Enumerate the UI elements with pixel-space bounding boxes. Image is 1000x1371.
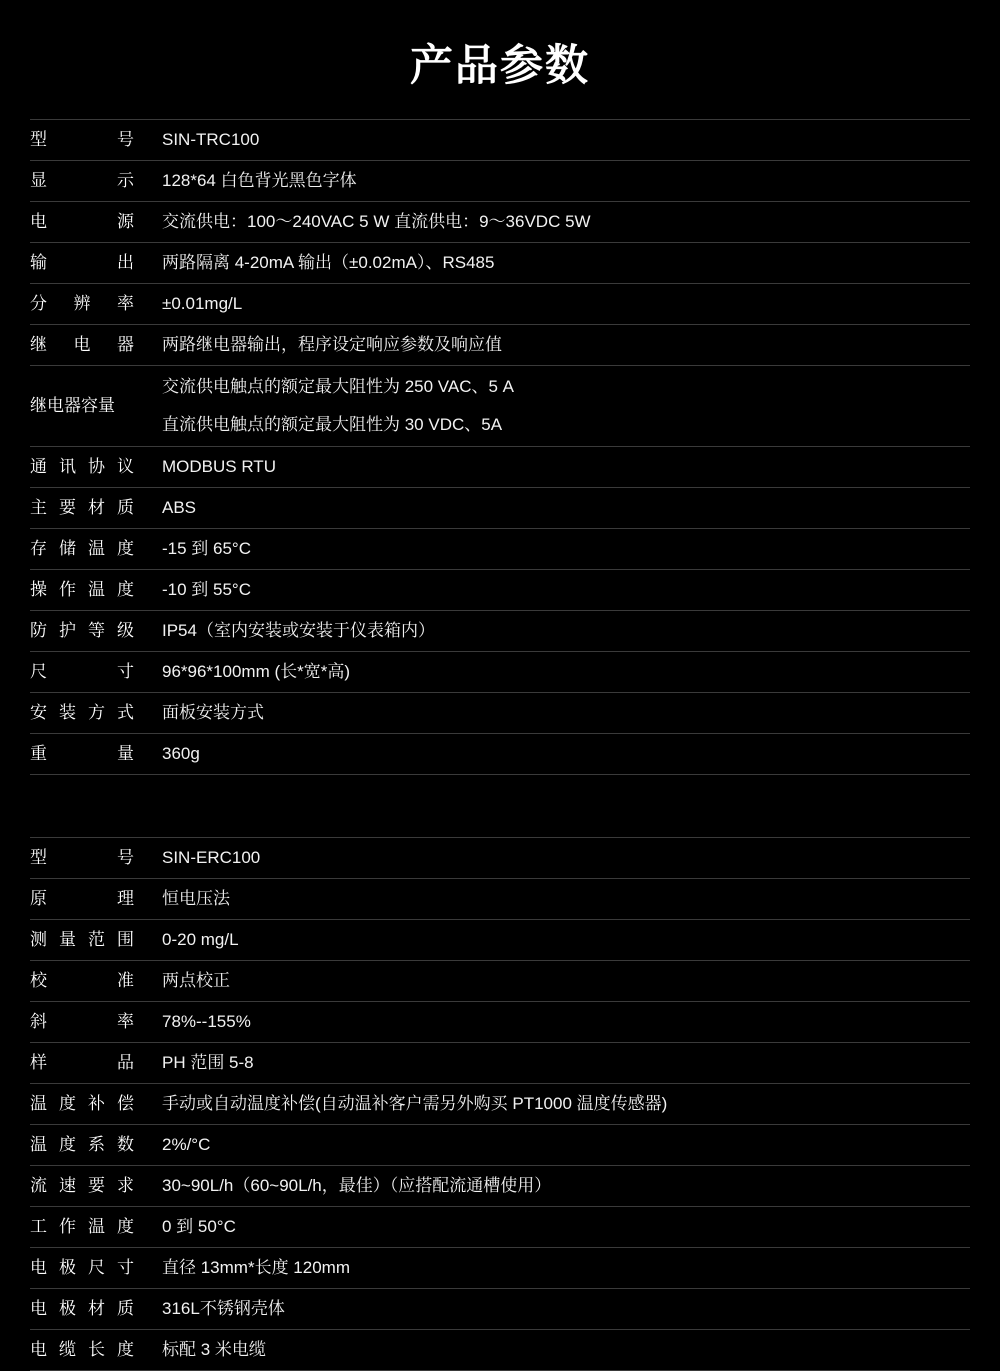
row-value: 两路隔离 4-20mA 输出（±0.02mA）、RS485 — [162, 253, 495, 272]
row-value: SIN-TRC100 — [162, 130, 260, 149]
row-label: 型 号 — [30, 130, 134, 149]
table-row — [30, 838, 970, 879]
spec-table-sensor — [30, 837, 970, 1371]
row-value: 标配 3 米电缆 — [162, 1340, 266, 1359]
table-row — [30, 1207, 970, 1248]
row-value: SIN-ERC100 — [162, 848, 261, 867]
table-row — [30, 1084, 970, 1125]
table-row — [30, 1166, 970, 1207]
row-value: 78%--155% — [162, 1012, 251, 1031]
row-value: 两路继电器输出，程序设定响应参数及响应值 — [162, 335, 502, 354]
table-row — [30, 161, 970, 202]
table-row — [30, 447, 970, 488]
row-value: IP54（室内安装或安装于仪表箱内） — [162, 621, 435, 640]
row-value: 交流供电触点的额定最大阻性为 250 VAC、5 A 直流供电触点的额定最大阻性为 30 VDC、5A — [162, 377, 515, 434]
table-row — [30, 693, 970, 734]
page-title: 产品参数 — [410, 42, 590, 90]
table-row — [30, 734, 970, 775]
row-value: 128*64 白色背光黑色字体 — [162, 171, 357, 190]
table-row — [30, 1330, 970, 1371]
row-label: 操 作 温 度 — [30, 580, 134, 599]
row-label: 分 辨 率 — [30, 294, 134, 313]
row-label: 原 理 — [30, 889, 134, 908]
table-row — [30, 529, 970, 570]
row-value: 两点校正 — [162, 971, 230, 990]
table-row — [30, 652, 970, 693]
table-row — [30, 366, 970, 447]
table-row — [30, 570, 970, 611]
row-label: 重 量 — [30, 744, 134, 763]
table-row — [30, 1248, 970, 1289]
row-label: 工 作 温 度 — [30, 1217, 134, 1236]
row-label: 通 讯 协 议 — [30, 457, 134, 476]
row-value: 交流供电：100～240VAC 5 W 直流供电：9～36VDC 5W — [162, 212, 591, 231]
row-value: ABS — [162, 498, 197, 517]
row-label: 防 护 等 级 — [30, 621, 134, 640]
row-value: 恒电压法 — [162, 889, 230, 908]
row-label: 温 度 系 数 — [30, 1135, 134, 1154]
row-label: 安 装 方 式 — [30, 703, 134, 722]
spec-table-controller — [30, 119, 970, 775]
row-value: 0-20 mg/L — [162, 930, 239, 949]
row-value: 360g — [162, 744, 200, 763]
table-row — [30, 879, 970, 920]
table-row — [30, 1002, 970, 1043]
row-value: 面板安装方式 — [162, 703, 264, 722]
row-label: 继 电 器 — [30, 335, 134, 354]
table-row — [30, 1125, 970, 1166]
row-label: 电 缆 长 度 — [30, 1340, 134, 1359]
row-value: ±0.01mg/L — [162, 294, 243, 313]
row-value: 30~90L/h（60~90L/h，最佳）（应搭配流通槽使用） — [162, 1176, 552, 1195]
table-row — [30, 920, 970, 961]
table-row — [30, 243, 970, 284]
row-label: 存 储 温 度 — [30, 539, 134, 558]
row-label: 型 号 — [30, 848, 134, 867]
row-label: 校 准 — [30, 971, 134, 990]
row-label: 电 源 — [30, 212, 134, 231]
row-label: 输 出 — [30, 253, 134, 272]
row-label: 显 示 — [30, 171, 134, 190]
row-label: 测 量 范 围 — [30, 930, 134, 949]
row-value: 直径 13mm*长度 120mm — [162, 1258, 350, 1277]
row-label: 主 要 材 质 — [30, 498, 134, 517]
row-label: 继电器容量 — [30, 396, 115, 415]
row-value: 96*96*100mm (长*宽*高) — [162, 662, 351, 681]
table-row — [30, 961, 970, 1002]
row-label: 流 速 要 求 — [30, 1176, 134, 1195]
table-row — [30, 284, 970, 325]
table-separator — [0, 775, 1000, 837]
table-row — [30, 611, 970, 652]
table-row — [30, 325, 970, 366]
row-value: 2%/°C — [162, 1135, 211, 1154]
table-row — [30, 120, 970, 161]
row-label: 样 品 — [30, 1053, 134, 1072]
row-value: 316L不锈钢壳体 — [162, 1299, 285, 1318]
row-value: -15 到 65°C — [162, 539, 252, 558]
table-row — [30, 1289, 970, 1330]
row-label: 斜 率 — [30, 1012, 134, 1031]
table-row — [30, 1043, 970, 1084]
table-row — [30, 488, 970, 529]
row-label: 电 极 尺 寸 — [30, 1258, 134, 1277]
row-label: 电 极 材 质 — [30, 1299, 134, 1318]
row-value: -10 到 55°C — [162, 580, 252, 599]
row-label: 尺 寸 — [30, 662, 134, 681]
row-value: MODBUS RTU — [162, 457, 276, 476]
table-row — [30, 202, 970, 243]
row-value: 手动或自动温度补偿(自动温补客户需另外购买 PT1000 温度传感器) — [162, 1094, 668, 1113]
row-label: 温 度 补 偿 — [30, 1094, 134, 1113]
row-value: 0 到 50°C — [162, 1217, 236, 1236]
row-value: PH 范围 5-8 — [162, 1053, 254, 1072]
